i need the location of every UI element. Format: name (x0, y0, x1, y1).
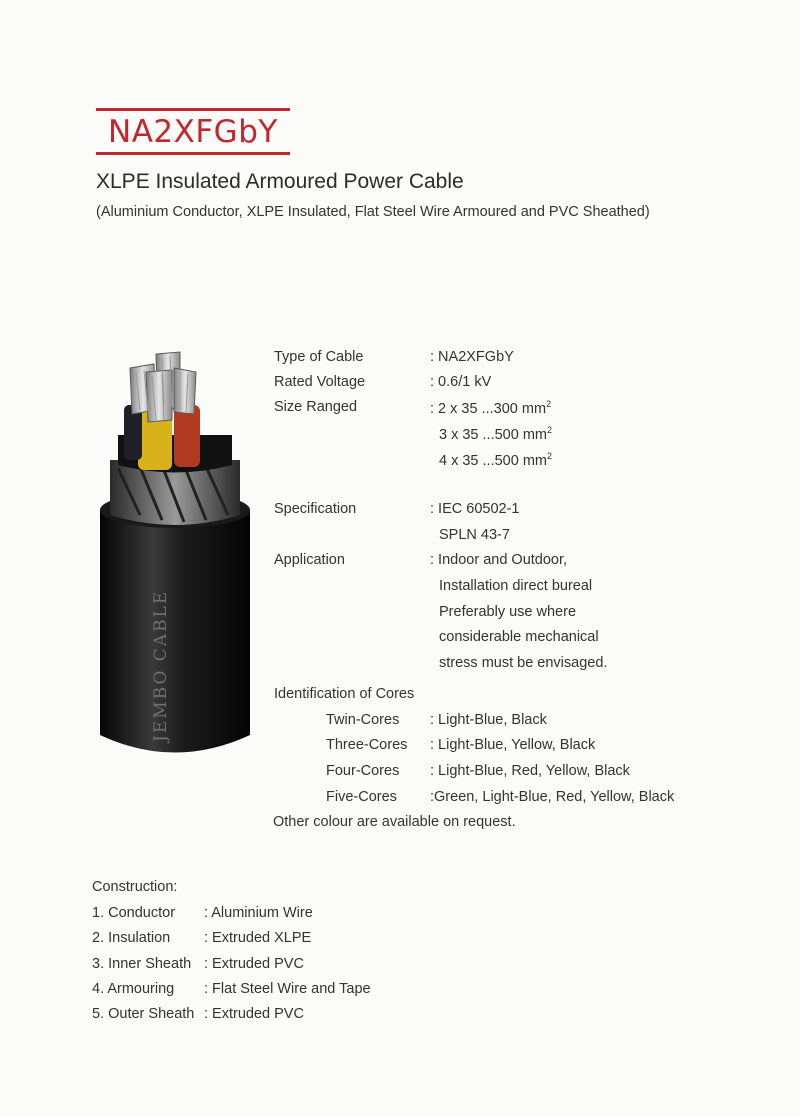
construction-item-label: 2. Insulation (92, 930, 171, 946)
product-description: (Aluminium Conductor, XLPE Insulated, Flat Steel Wire Armoured and PVC Sheathed) (96, 204, 650, 220)
application-value-3: Preferably use where (439, 604, 577, 620)
cable-image (100, 350, 250, 760)
construction-item-value: : Extruded PVC (204, 1006, 304, 1022)
product-code: NA2XFGbY (108, 114, 278, 150)
five-cores-value: :Green, Light-Blue, Red, Yellow, Black (430, 789, 675, 805)
construction-item-value: : Extruded XLPE (204, 930, 312, 946)
application-value-5: stress must be envisaged. (439, 655, 608, 671)
type-of-cable-value: : NA2XFGbY (430, 349, 514, 365)
size-range-1: : 2 x 35 ...300 $mm^2$ (430, 399, 552, 417)
product-title-box (96, 108, 290, 154)
application-value-2: Installation direct bureal (439, 578, 593, 594)
rated-voltage-value: : 0.6/1 kV (430, 374, 492, 390)
twin-cores-label: Twin-Cores (326, 712, 400, 728)
specification-value-1: : IEC 60502-1 (430, 501, 520, 517)
construction-item-label: 1. Conductor (92, 905, 176, 921)
colour-note: Other colour are available on request. (273, 814, 516, 830)
construction-item-value: : Flat Steel Wire and Tape (204, 981, 371, 997)
size-range-2: 3 x 35 ...500 $mm^2$ (439, 425, 553, 443)
three-cores-label: Three-Cores (326, 737, 408, 753)
specification-label: Specification (274, 501, 357, 517)
cores-heading: Identification of Cores (274, 686, 415, 702)
cable-print-text: JEMBO CABLE (151, 589, 171, 742)
title-rule-top (96, 108, 290, 111)
construction-item-label: 3. Inner Sheath (92, 956, 192, 972)
type-of-cable-label: Type of Cable (274, 349, 364, 365)
four-cores-label: Four-Cores (326, 763, 400, 779)
application-value-1: : Indoor and Outdoor, (430, 552, 568, 568)
product-title: XLPE Insulated Armoured Power Cable (96, 170, 464, 193)
conductor-3 (146, 370, 172, 422)
construction-item-label: 5. Outer Sheath (92, 1006, 195, 1022)
construction-item-label: 4. Armouring (92, 981, 175, 997)
size-range-3: 4 x 35 ...500 $mm^2$ (439, 451, 553, 469)
application-value-4: considerable mechanical (439, 629, 599, 645)
rated-voltage-label: Rated Voltage (274, 374, 366, 390)
title-rule-bottom (96, 152, 290, 155)
construction-item-value: : Extruded PVC (204, 956, 304, 972)
five-cores-label: Five-Cores (326, 789, 397, 805)
size-ranged-label: Size Ranged (274, 399, 358, 415)
four-cores-value: : Light-Blue, Red, Yellow, Black (430, 763, 630, 779)
outer-sheath (100, 510, 250, 753)
core-red (174, 405, 200, 467)
twin-cores-value: : Light-Blue, Black (430, 712, 547, 728)
construction-heading: Construction: (92, 879, 178, 895)
application-label: Application (274, 552, 345, 568)
conductor-4 (174, 368, 196, 414)
specification-value-2: SPLN 43-7 (439, 527, 510, 543)
three-cores-value: : Light-Blue, Yellow, Black (430, 737, 596, 753)
construction-item-value: : Aluminium Wire (204, 905, 313, 921)
